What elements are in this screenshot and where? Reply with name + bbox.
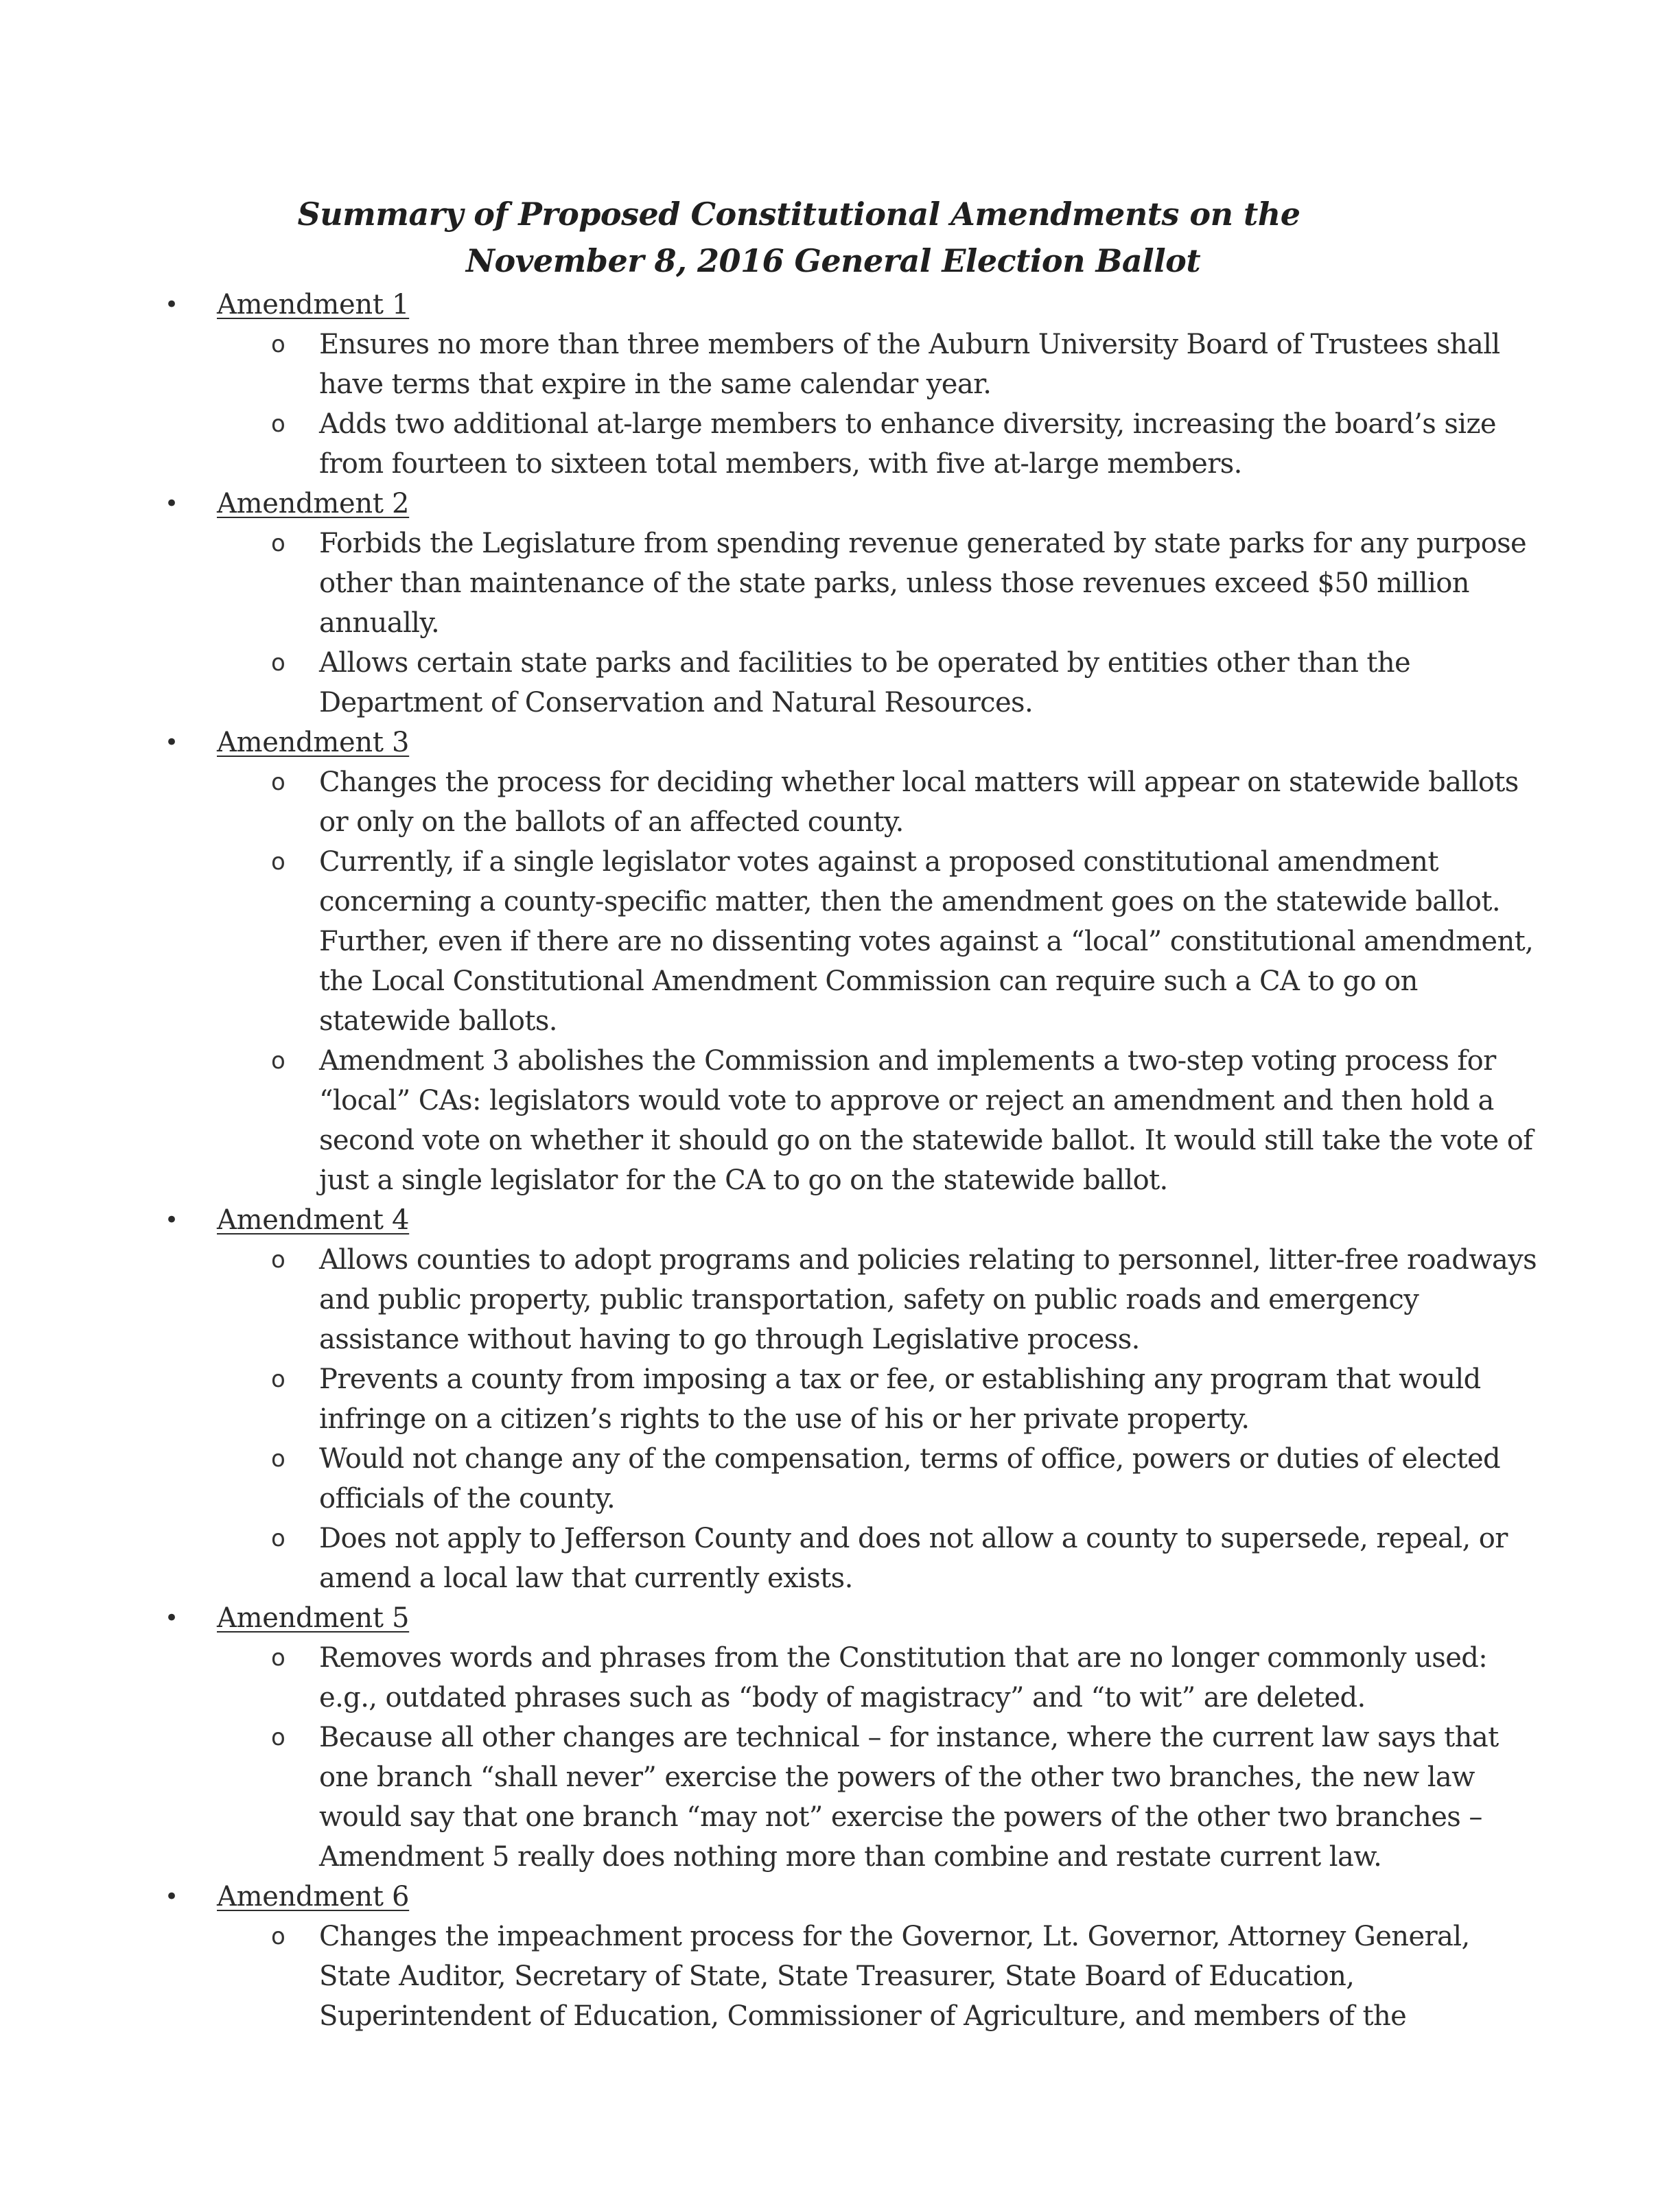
amendment-list (0, 285, 1680, 2036)
circle-bullet-icon: o (271, 331, 285, 358)
amendment-heading (0, 484, 1680, 524)
amendment-points (0, 325, 1680, 484)
point-text: Would not change any of the compensation, terms of office, powers or duties of elected officials of the county. (319, 1443, 1501, 1514)
amendment-point (0, 1519, 1680, 1598)
amendment-heading (0, 1200, 1680, 1240)
amendment-point (0, 1041, 1680, 1200)
point-text: Changes the impeachment process for the Governor, Lt. Governor, Attorney General, State Auditor, Secretary of State, State Treasurer, State Board of Education, Superintendent of Education, Commissioner of Agriculture, and members of the (319, 1921, 1470, 2032)
point-text: Currently, if a single legislator votes against a proposed constitutional amendment concerning a county-specific matter, then the amendment goes on the statewide ballot. Further, even if there are no dissenting votes against a “local” constitutional amendment, the Local Constitutional Amendment Commission can require such a CA to go on statewide ballots. (319, 846, 1534, 1037)
bullet-icon: • (165, 291, 178, 318)
circle-bullet-icon: o (271, 410, 285, 438)
amendment-point (0, 1917, 1680, 2036)
bullet-icon: • (165, 1883, 178, 1910)
point-text: Adds two additional at-large members to enhance diversity, increasing the board’s size from fourteen to sixteen total members, with five at-large members. (319, 408, 1497, 480)
bullet-icon: • (165, 490, 178, 517)
circle-bullet-icon: o (271, 1047, 285, 1075)
amendment-label: Amendment 5 (217, 1602, 410, 1634)
amendment-label: Amendment 3 (217, 727, 410, 758)
title-line-1: Summary of Proposed Constitutional Amendments on the (297, 196, 1300, 233)
point-text: Removes words and phrases from the Constitution that are no longer commonly used: e.g., outdated phrases such as “body of magistracy” and “to wit” are deleted. (319, 1642, 1488, 1713)
circle-bullet-icon: o (271, 1644, 285, 1672)
amendment-point (0, 325, 1680, 404)
amendment-item (0, 484, 1680, 723)
circle-bullet-icon: o (271, 769, 285, 796)
amendment-point (0, 1638, 1680, 1718)
amendment-point (0, 404, 1680, 484)
circle-bullet-icon: o (271, 530, 285, 557)
point-text: Allows certain state parks and facilities to be operated by entities other than the Department of Conservation and Natural Resources. (319, 647, 1411, 718)
amendment-item (0, 1877, 1680, 2036)
point-text: Forbids the Legislature from spending revenue generated by state parks for any purpose other than maintenance of the state parks, unless those revenues exceed $50 million annually. (319, 528, 1527, 639)
amendment-item (0, 723, 1680, 1200)
amendment-heading (0, 285, 1680, 325)
document-title (0, 191, 1680, 284)
bullet-icon: • (165, 1206, 178, 1234)
amendment-points (0, 524, 1680, 723)
amendment-point (0, 762, 1680, 842)
amendment-label: Amendment 6 (217, 1881, 410, 1912)
amendment-heading (0, 1877, 1680, 1917)
amendment-point (0, 842, 1680, 1041)
point-text: Prevents a county from imposing a tax or fee, or establishing any program that would infringe on a citizen’s rights to the use of his or her private property. (319, 1364, 1481, 1435)
amendment-points (0, 1917, 1680, 2036)
amendment-point (0, 524, 1680, 643)
amendment-point (0, 1359, 1680, 1439)
point-text: Allows counties to adopt programs and policies relating to personnel, litter-free roadways and public property, public transportation, safety on public roads and emergency assistance without having to go through Legislative process. (319, 1244, 1537, 1355)
amendment-points (0, 1638, 1680, 1877)
bullet-icon: • (165, 1604, 178, 1632)
amendment-points (0, 762, 1680, 1200)
amendment-heading (0, 723, 1680, 762)
amendment-item (0, 1598, 1680, 1877)
circle-bullet-icon: o (271, 1724, 285, 1751)
amendment-label: Amendment 2 (217, 488, 410, 519)
point-text: Changes the process for deciding whether local matters will appear on statewide ballots or only on the ballots of an affected county. (319, 767, 1519, 838)
amendment-label: Amendment 1 (217, 289, 410, 320)
circle-bullet-icon: o (271, 1445, 285, 1473)
circle-bullet-icon: o (271, 1366, 285, 1393)
amendment-point (0, 1439, 1680, 1519)
amendment-point (0, 1240, 1680, 1359)
title-line-2: November 8, 2016 General Election Ballot (465, 242, 1201, 279)
amendment-label: Amendment 4 (217, 1204, 410, 1236)
point-text: Because all other changes are technical – for instance, where the current law says that one branch “shall never” exercise the powers of the other two branches, the new law would say that one branch “may not” exercise the powers of the other two branches – Amendment 5 really does nothing more than combine and restate current law. (319, 1722, 1499, 1873)
amendment-point (0, 643, 1680, 723)
circle-bullet-icon: o (271, 848, 285, 876)
bullet-icon: • (165, 729, 178, 756)
amendment-point (0, 1718, 1680, 1877)
amendment-item (0, 1200, 1680, 1598)
amendment-points (0, 1240, 1680, 1598)
amendment-heading (0, 1598, 1680, 1638)
circle-bullet-icon: o (271, 1525, 285, 1552)
circle-bullet-icon: o (271, 649, 285, 677)
point-text: Ensures no more than three members of the Auburn University Board of Trustees shall have terms that expire in the same calendar year. (319, 329, 1500, 400)
circle-bullet-icon: o (271, 1923, 285, 1950)
point-text: Does not apply to Jefferson County and does not allow a county to supersede, repeal, or amend a local law that currently exists. (319, 1523, 1508, 1594)
circle-bullet-icon: o (271, 1246, 285, 1274)
amendment-item (0, 285, 1680, 484)
point-text: Amendment 3 abolishes the Commission and implements a two-step voting process for “local” CAs: legislators would vote to approve or reject an amendment and then hold a second vote on whether it should go on the statewide ballot. It would still take the vote of just a single legislator for the CA to go on the statewide ballot. (319, 1045, 1533, 1196)
